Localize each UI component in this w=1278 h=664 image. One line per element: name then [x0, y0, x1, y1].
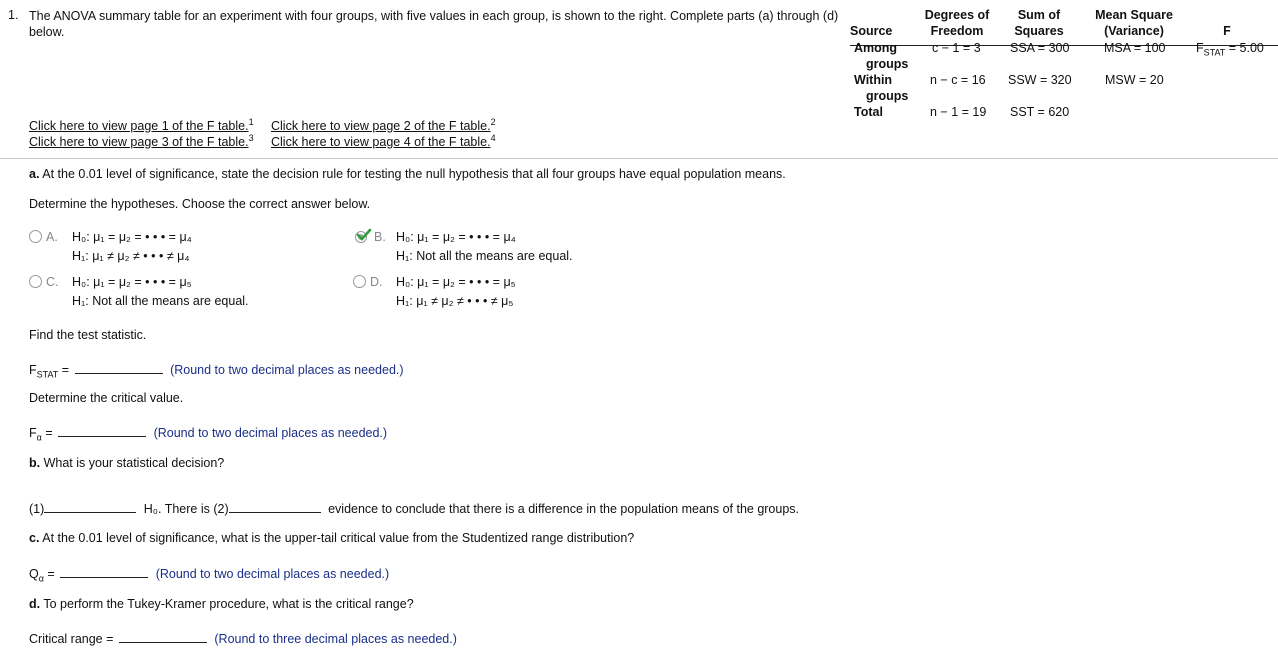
fstat-hint: (Round to two decimal places as needed.) — [170, 363, 404, 377]
falpha-input[interactable] — [58, 423, 146, 437]
option-b-h0: H₀: μ₁ = μ₂ = • • • = μ₄ — [396, 230, 516, 244]
col-header-ss: Sum of Squares — [1014, 8, 1064, 38]
row-among-source: Among groups — [854, 41, 909, 71]
option-a-h0: H₀: μ₁ = μ₂ = • • • = μ₄ — [72, 230, 192, 244]
fstat-label: $F_{STAT}$ = — [29, 363, 70, 380]
fstat-row — [29, 360, 404, 380]
falpha-hint: (Round to two decimal places as needed.) — [153, 426, 388, 440]
row-within-ms: MSW = 20 — [1105, 73, 1164, 87]
f-table-link-3[interactable]: Click here to view page 3 of the F table.$^3$ — [29, 132, 254, 149]
section-divider — [0, 158, 1278, 159]
question-number: 1. — [8, 8, 19, 22]
row-within-df: n − c = 16 — [930, 73, 986, 87]
hypotheses-prompt: Determine the hypotheses. Choose the correct answer below. — [29, 197, 371, 211]
f-table-link-2[interactable]: Click here to view page 2 of the F table.$^2$ — [271, 116, 496, 133]
option-a-h1: H₁: μ₁ ≠ μ₂ ≠ • • • ≠ μ₄ — [72, 249, 190, 263]
option-b-letter: B. — [374, 230, 386, 244]
question-text: The ANOVA summary table for an experiment with four groups, with five values in each group, is shown to the right. Complete parts (a) through (d) below. — [29, 9, 839, 39]
part-b-question: b. What is your statistical decision? — [29, 456, 225, 470]
decision-dropdown-2[interactable] — [229, 499, 321, 513]
critical-value-prompt: Determine the critical value. — [29, 391, 184, 405]
qalpha-hint: (Round to two decimal places as needed.) — [155, 567, 390, 581]
option-c-radio[interactable] — [29, 275, 42, 288]
option-c-h0: H₀: μ₁ = μ₂ = • • • = μ₅ — [72, 275, 192, 289]
row-total-source: Total — [854, 105, 883, 119]
part-a-question: a. At the 0.01 level of significance, state the decision rule for testing the null hypothesis that all four groups have equal population means. — [29, 167, 786, 181]
row-total-ss: SST = 620 — [1010, 105, 1070, 119]
critical-range-hint: (Round to three decimal places as needed.) — [214, 632, 457, 646]
decision-row: (1) H₀. There is (2) evidence to conclude that there is a difference in the population means of the groups. — [29, 499, 799, 516]
f-table-link-4[interactable]: Click here to view page 4 of the F table.$^4$ — [271, 132, 496, 149]
option-c-h1: H₁: Not all the means are equal. — [72, 294, 249, 308]
find-stat-prompt: Find the test statistic. — [29, 328, 147, 342]
falpha-label: $F_\alpha$ = — [29, 426, 53, 443]
option-d-h1: H₁: μ₁ ≠ μ₂ ≠ • • • ≠ μ₅ — [396, 294, 514, 308]
row-within-source: Within groups — [854, 73, 909, 103]
decision-dropdown-1[interactable] — [44, 499, 136, 513]
critical-range-row — [29, 629, 457, 646]
critical-range-input[interactable] — [119, 629, 207, 643]
qalpha-input[interactable] — [60, 564, 148, 578]
qalpha-label: $Q_\alpha$ = — [29, 567, 55, 584]
row-among-df: c − 1 = 3 — [932, 41, 981, 55]
falpha-row — [29, 423, 387, 443]
col-header-source: Source — [850, 24, 893, 38]
qalpha-row — [29, 564, 389, 584]
row-within-ss: SSW = 320 — [1008, 73, 1072, 87]
fstat-input[interactable] — [75, 360, 163, 374]
option-a-radio-wrap[interactable]: A. — [29, 230, 66, 244]
col-header-df: Degrees of Freedom — [924, 8, 990, 38]
part-d-question: d. To perform the Tukey-Kramer procedure, what is the critical range? — [29, 597, 414, 611]
row-among-ms: MSA = 100 — [1104, 41, 1166, 55]
option-d-radio-wrap[interactable]: D. — [353, 275, 391, 289]
f-table-link-1[interactable]: Click here to view page 1 of the F table.$^1$ — [29, 116, 254, 133]
option-c-radio-wrap[interactable]: C. — [29, 275, 67, 289]
anova-table — [850, 7, 1278, 122]
option-d-radio[interactable] — [353, 275, 366, 288]
critical-range-label: Critical range = — [29, 632, 114, 646]
row-among-f: $F_{STAT} = 5.00$ — [1196, 41, 1264, 58]
row-total-df: n − 1 = 19 — [930, 105, 987, 119]
row-among-ss: SSA = 300 — [1010, 41, 1070, 55]
option-b-h1: H₁: Not all the means are equal. — [396, 249, 573, 263]
option-d-h0: H₀: μ₁ = μ₂ = • • • = μ₅ — [396, 275, 516, 289]
option-b-radio-wrap[interactable] — [374, 230, 394, 244]
part-c-question: c. At the 0.01 level of significance, what is the upper-tail critical value from the Studentized range distribution? — [29, 531, 635, 545]
option-a-radio[interactable] — [29, 230, 42, 243]
col-header-f: F — [1223, 24, 1231, 38]
correct-check-icon — [354, 228, 372, 244]
col-header-ms: Mean Square (Variance) — [1095, 8, 1173, 38]
